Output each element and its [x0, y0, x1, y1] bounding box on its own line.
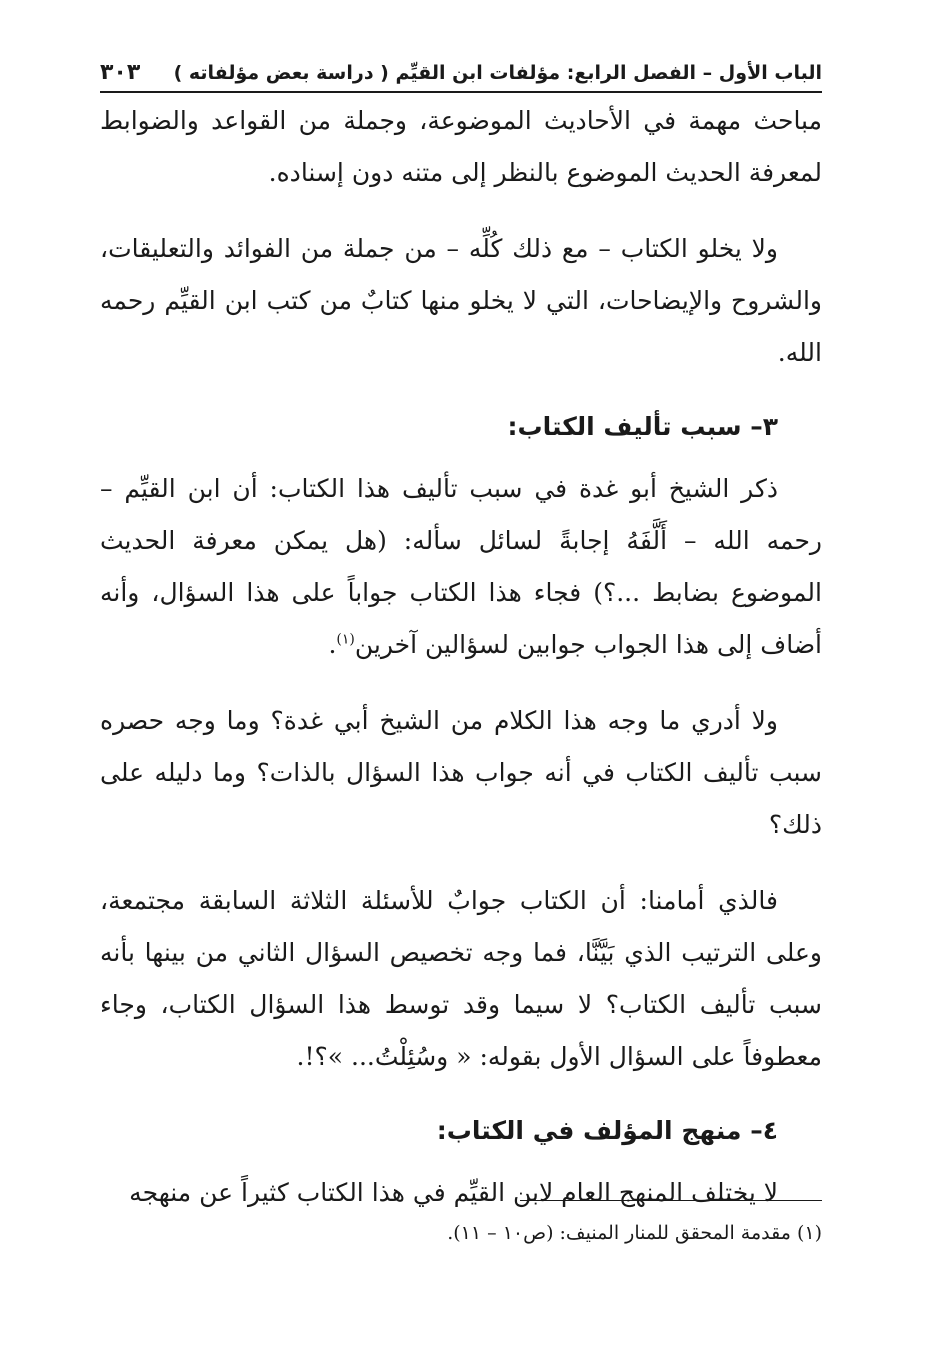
footnote-rule — [520, 1200, 822, 1201]
paragraph-reason — [100, 463, 822, 671]
footnote-area — [100, 1200, 822, 1249]
page-body — [100, 60, 822, 1219]
footnote-reference[interactable]: (١) — [336, 631, 355, 648]
paragraph-reason-text: ذكر الشيخ أبو غدة في سبب تأليف هذا الكتاب: أن ابن القيِّم – رحمه الله – أَلَّفَهُ إجابةً لسائل سأله: (هل يمكن معرفة الحديث الموضوع بضابط ...؟) فجاء هذا الكتاب جواباً على هذا السؤال، وأنه أضاف إلى هذا الجواب جوابين لسؤالين آخرين — [100, 474, 822, 659]
paragraph-question: ولا أدري ما وجه هذا الكلام من الشيخ أبي غدة؟ وما وجه حصره سبب تأليف الكتاب في أنه جواب هذا السؤال بالذات؟ وما دليله على ذلك؟ — [100, 706, 822, 839]
paragraph-method: لا يختلف المنهج العام لابن القيِّم في هذا الكتاب كثيراً عن منهجه — [129, 1178, 778, 1207]
paragraph-benefits: ولا يخلو الكتاب – مع ذلك كُلِّه – من جملة من الفوائد والتعليقات، والشروح والإيضاحات، التي لا يخلو منها كتابٌ من كتب ابن القيِّم رحمه الله. — [100, 234, 822, 367]
running-header-title: الباب الأول – الفصل الرابع: مؤلفات ابن القيِّم ( دراسة بعض مؤلفاته ) — [173, 62, 822, 84]
paragraph-answer: فالذي أمامنا: أن الكتاب جوابٌ للأسئلة الثلاثة السابقة مجتمعة، وعلى الترتيب الذي بَيَّنَّا، فما وجه تخصيص السؤال الثاني من بينها بأنه سبب تأليف الكتاب؟ لا سيما وقد توسط هذا السؤال الكتاب، وجاء معطوفاً على السؤال الأول بقوله: « وسُئِلْتُ... »؟!. — [100, 886, 822, 1071]
footnote-text: (١) مقدمة المحقق للمنار المنيف: (ص١٠ – ١١). — [447, 1222, 822, 1244]
paragraph-continuation: مباحث مهمة في الأحاديث الموضوعة، وجملة من القواعد والضوابط لمعرفة الحديث الموضوع بالنظر إلى متنه دون إسناده. — [100, 106, 822, 187]
paragraph-reason-end: . — [328, 630, 337, 659]
section-heading-reason: ٣– سبب تأليف الكتاب: — [507, 412, 778, 441]
section-heading-method: ٤– منهج المؤلف في الكتاب: — [436, 1116, 778, 1145]
page-number: ٣٠٣ — [100, 60, 141, 85]
running-header — [100, 60, 822, 93]
